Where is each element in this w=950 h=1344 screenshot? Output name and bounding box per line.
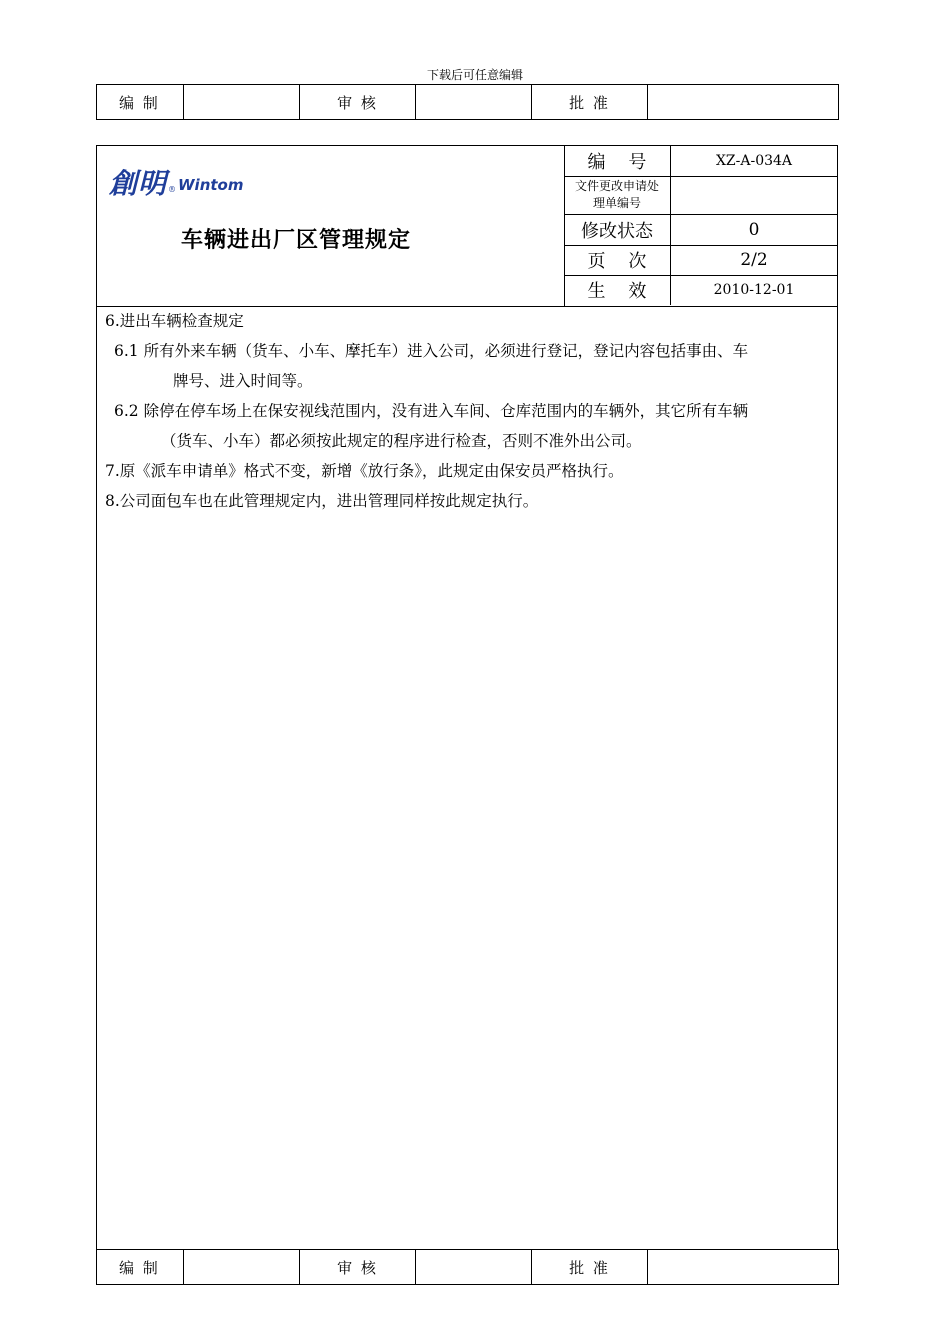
effective-value: 2010-12-01 [713,282,795,299]
compile-field[interactable] [184,1250,300,1285]
logo-cn: 創明 [109,167,168,200]
page-label: 页 次 [564,245,671,275]
section-6-1-line2: 牌号、进入时间等。 [173,372,313,390]
page-value: 2/2 [671,245,838,275]
effective-label: 生 效 [564,275,671,305]
revision-value: 0 [671,214,838,245]
section-7: 7.原《派车申请单》格式不变，新增《放行条》，此规定由保安员严格执行。 [105,462,624,480]
document-header [97,146,837,307]
review-label: 审 核 [300,85,416,120]
review-field[interactable] [416,85,532,120]
section-6-1-line1: 6.1 所有外来车辆（货车、小车、摩托车）进入公司，必须进行登记，登记内容包括事由、车 [114,342,749,360]
section-6-2-line2: （货车、小车）都必须按此规定的程序进行检查，否则不准外出公司。 [161,432,642,450]
header-note: 下载后可任意编辑 [426,68,523,82]
approve-field[interactable] [648,85,839,120]
company-logo [109,164,244,200]
section-6: 6.进出车辆检查规定 [105,312,244,330]
compile-label: 编 制 [97,85,184,120]
document-title: 车辆进出厂区管理规定 [181,228,412,253]
compile-label: 编 制 [97,1250,184,1285]
number-label: 编 号 [564,146,671,176]
number-value: XZ-A-034A [671,146,838,176]
revision-label: 修改状态 [564,214,671,245]
title-block [97,146,565,306]
compile-field[interactable] [184,85,300,120]
logo-en: Wintom [178,176,244,194]
review-label: 审 核 [300,1250,416,1285]
change-value[interactable] [671,176,838,214]
section-6-2-line1: 6.2 除停在停车场上在保安视线范围内，没有进入车间、仓库范围内的车辆外，其它所有车辆 [114,402,749,420]
approve-label: 批 准 [532,1250,648,1285]
signature-table-top [96,84,839,120]
meta-table [564,146,837,305]
approve-field[interactable] [648,1250,839,1285]
signature-table-bottom [96,1249,839,1285]
change-label: 文件更改申请处理单编号 [564,176,671,214]
regulation-content [97,306,837,516]
review-field[interactable] [416,1250,532,1285]
approve-label: 批 准 [532,85,648,120]
document-body [96,145,838,1250]
logo-reg: ® [168,184,177,194]
section-8: 8.公司面包车也在此管理规定内，进出管理同样按此规定执行。 [105,492,539,510]
